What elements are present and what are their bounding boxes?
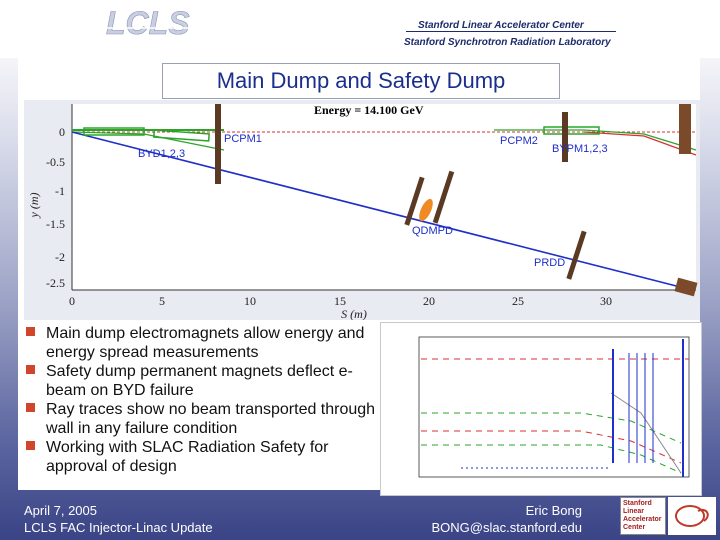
bullet-marker [26,365,35,374]
ray-trace-plot [381,323,701,495]
header-bar [0,0,720,58]
x-axis-label: S (m) [341,307,367,320]
bullet-text: Safety dump permanent magnets deflect e-beam on BYD failure [46,363,353,399]
x-tick: 25 [512,294,524,308]
x-tick: 20 [423,294,435,308]
footer-right [432,502,582,536]
y-tick: -1.5 [46,217,65,231]
bullet-text: Working with SLAC Radiation Safety for approval of design [46,439,329,475]
slide-title: Main Dump and Safety Dump [162,63,560,99]
header-divider [406,31,616,32]
svg-text:LCLS: LCLS [106,6,190,41]
bullet-item [22,362,377,400]
prdd-label: PRDD [534,257,566,269]
bullet-marker [26,403,35,412]
y-tick: -2 [55,250,65,264]
dump-wall [679,104,691,154]
footer-event: LCLS FAC Injector-Linac Update [24,520,213,535]
pcpm1-label: PCPM1 [224,133,262,145]
footer-email: BONG@slac.stanford.edu [431,520,582,535]
y-axis-label: y (m) [27,192,41,218]
x-tick: 0 [69,294,75,308]
x-tick: 30 [600,294,612,308]
y-tick: 0 [59,125,65,139]
badge-line: Linear [623,508,645,515]
inset-frame [419,337,689,477]
ray-trace-inset [380,322,702,496]
footer-left [24,502,213,536]
y-tick: -0.5 [46,155,65,169]
x-tick: 5 [159,294,165,308]
badge-line: Stanford [623,500,652,507]
qdmpd-label: QDMPD [412,225,453,237]
badge-line: Accelerator [623,516,662,523]
pcpm1-collimator [215,104,221,184]
badge-line: Center [623,524,646,531]
y-tick: -2.5 [46,276,65,290]
bullet-text: Ray traces show no beam transported through wall in any failure condition [46,401,376,437]
byd-label: BYD1,2,3 [138,148,186,160]
org-line-1: Stanford Linear Accelerator Center [418,20,584,31]
bullet-list [22,324,377,476]
bullet-marker [26,441,35,450]
bullet-item [22,438,377,476]
bullet-item [22,400,377,438]
bullet-text: Main dump electromagnets allow energy and energy spread measurements [46,325,365,361]
energy-label: Energy = 14.100 GeV [314,103,424,117]
pcpm2-label: PCPM2 [500,135,538,147]
bullet-item [22,324,377,362]
bypm-label: BYPM1,2,3 [552,143,608,155]
x-tick: 10 [244,294,256,308]
x-tick: 15 [334,294,346,308]
lcls-logo [104,6,214,46]
y-tick: -1 [55,184,65,198]
footer-author: Eric Bong [525,503,582,518]
stanford-badge [620,497,666,535]
bullet-marker [26,327,35,336]
ssrl-logo [668,497,716,535]
org-line-2: Stanford Synchrotron Radiation Laboratory [404,37,611,48]
beamline-plot [24,100,700,320]
footer-date: April 7, 2005 [24,503,97,518]
